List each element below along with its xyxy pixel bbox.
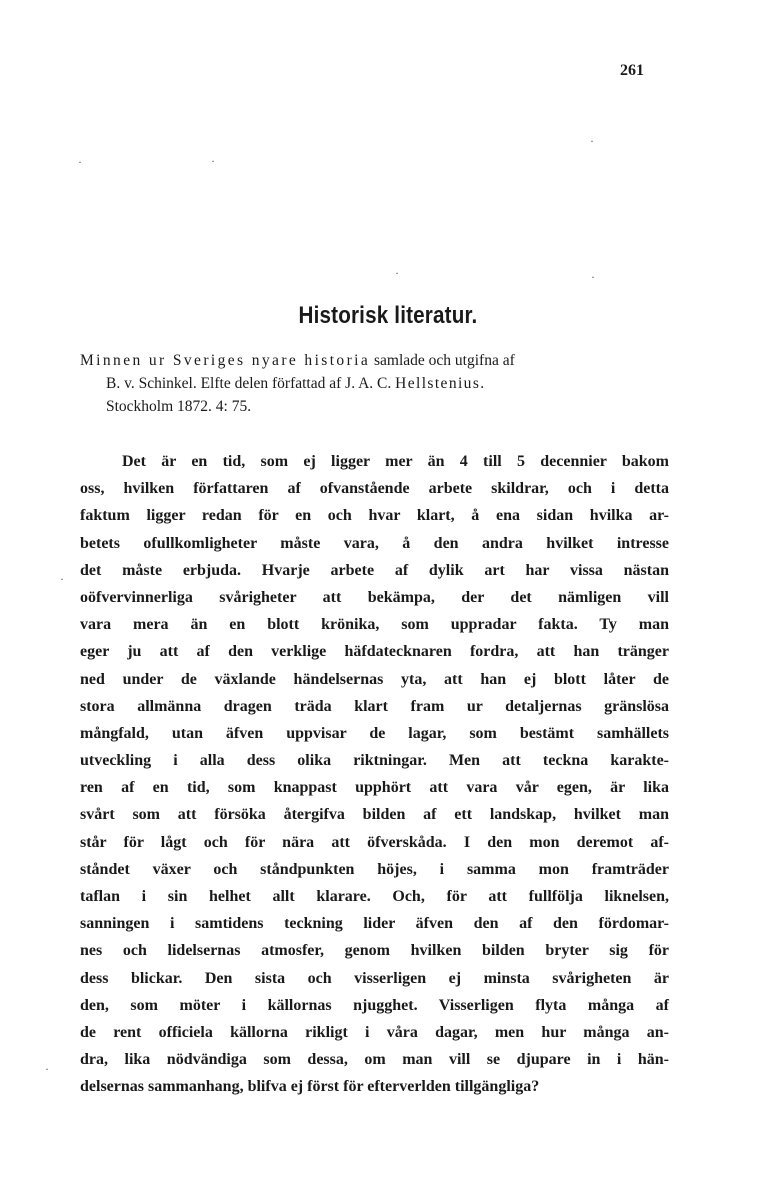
scan-speck: · xyxy=(78,155,82,169)
text-line: delsernas sammanhang, blifva ej först för efterverlden tillgängliga? xyxy=(80,1078,540,1096)
book-citation xyxy=(80,349,670,418)
text-line: eger ju att af den verklige häfdatecknaren fordra, att han tränger xyxy=(80,643,669,661)
citation-book-title: Minnen ur Sveriges nyare historia xyxy=(80,352,371,369)
text-line: ned under de växlande händelsernas yta, att han ej blott låter de xyxy=(80,670,669,688)
text-line: vara mera än en blott krönika, som uppradar fakta. Ty man xyxy=(80,616,669,634)
text-line: mångfald, utan äfven uppvisar de lagar, som bestämt samhällets xyxy=(80,724,669,742)
text-line: svårt som att försöka återgifva bilden af ett landskap, hvilket man xyxy=(80,806,669,824)
text-line: stora allmänna dragen träda klart fram ur detaljernas gränslösa xyxy=(80,697,669,715)
page-title: Historisk literatur. xyxy=(298,302,478,329)
scan-speck: · xyxy=(591,270,595,284)
scan-speck: · xyxy=(60,572,64,586)
page-number: 261 xyxy=(620,62,644,79)
citation-line-3: Stockholm 1872. 4: 75. xyxy=(106,398,252,415)
citation-author-name: Hellstenius. xyxy=(395,375,486,392)
text-line: det måste erbjuda. Hvarje arbete af dylik art har vissa nästan xyxy=(80,561,669,579)
scan-speck: · xyxy=(395,266,399,280)
text-line: faktum ligger redan för en och hvar klart, å ena sidan hvilka ar- xyxy=(80,507,669,525)
citation-line-1 xyxy=(80,349,670,372)
text-line: ståndet växer och ståndpunkten höjes, i samma mon framträder xyxy=(80,860,669,878)
text-line: står för lågt och för nära att öfverskåda. I den mon deremot af- xyxy=(80,833,669,851)
scan-speck: · xyxy=(211,154,215,168)
text-line: dra, lika nödvändiga som dessa, om man vill se djupare in i hän- xyxy=(80,1051,669,1069)
scan-speck: · xyxy=(590,134,594,148)
text-line: oöfvervinnerliga svårigheter att bekämpa, der det nämligen vill xyxy=(80,588,669,606)
citation-edition-info: B. v. Schinkel. Elfte delen författad af J. A. C. xyxy=(106,375,396,392)
text-line: dess blickar. Den sista och visserligen ej minsta svårigheten är xyxy=(80,969,669,987)
text-line: ren af en tid, som knappast upphört att vara vår egen, är lika xyxy=(80,779,669,797)
text-line: nes och lidelsernas atmosfer, genom hvilken bilden bryter sig för xyxy=(80,942,669,960)
text-line: betets ofullkomligheter måste vara, å den andra hvilket intresse xyxy=(80,534,669,552)
scan-speck: · xyxy=(45,1062,49,1076)
text-line: Det är en tid, som ej ligger mer än 4 till 5 decennier bakom xyxy=(122,453,669,470)
body-text xyxy=(80,448,669,1101)
text-line: de rent officiela källorna rikligt i våra dagar, men hur många an- xyxy=(80,1023,669,1041)
citation-publisher-info: samlade och utgifna af xyxy=(370,352,515,369)
text-line: utveckling i alla dess olika riktningar. Men att teckna karakte- xyxy=(80,752,669,770)
text-line: oss, hvilken författaren af ofvanstående arbete skildrar, och i detta xyxy=(80,480,669,498)
text-line: sanningen i samtidens teckning lider äfven den af den fördomar- xyxy=(80,915,669,933)
text-line: den, som möter i källornas njugghet. Visserligen flyta många af xyxy=(80,996,669,1014)
citation-line-2 xyxy=(80,372,670,395)
text-line: taflan i sin helhet allt klarare. Och, för att fullfölja liknelsen, xyxy=(80,888,669,905)
